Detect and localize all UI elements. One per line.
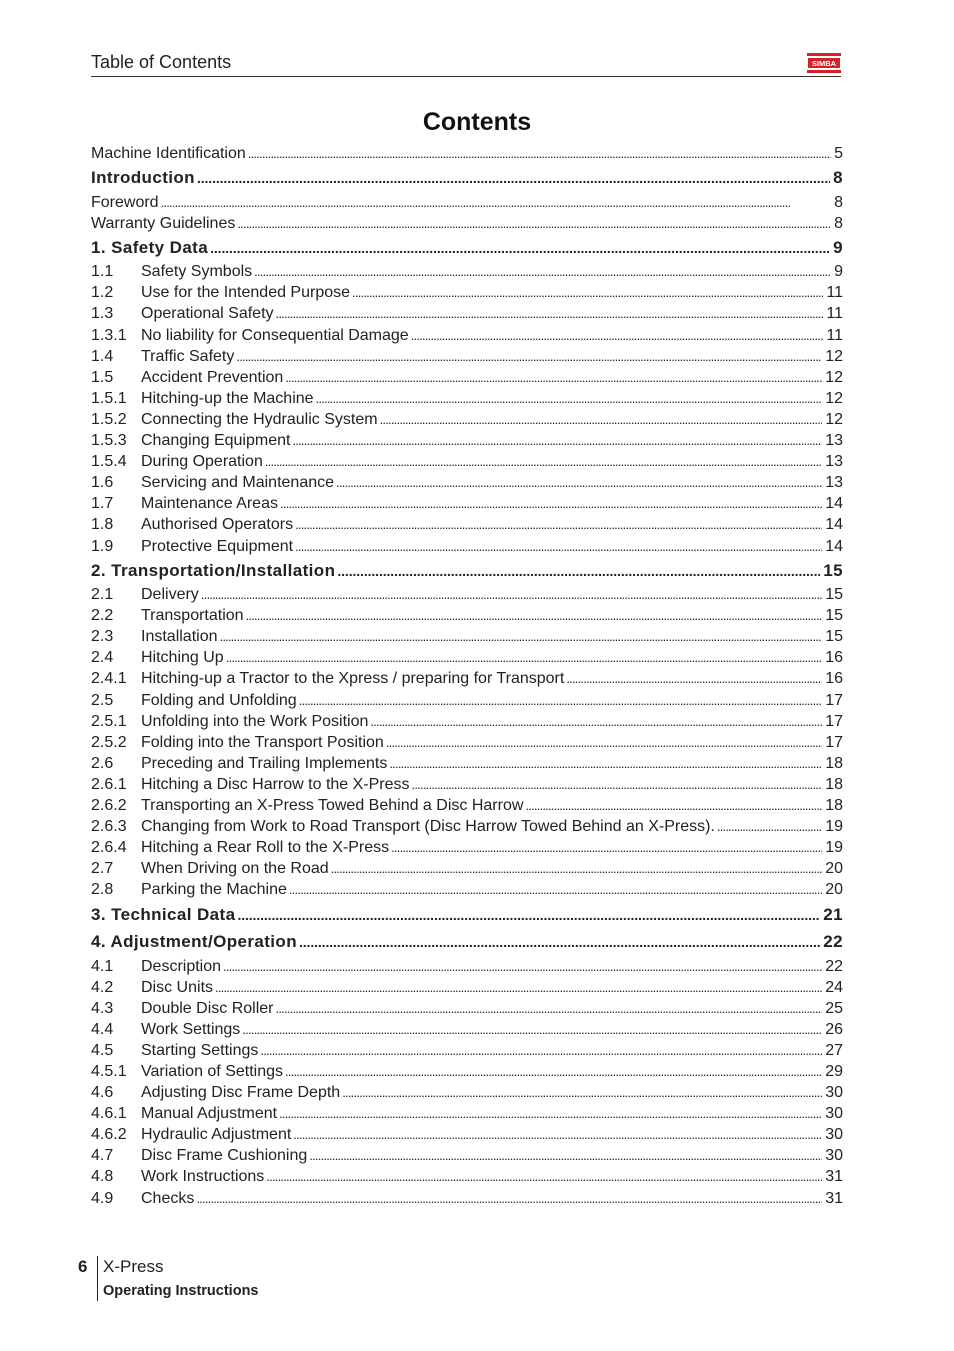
toc-entry[interactable] [91, 797, 843, 818]
toc-entry-number: 1.1 [91, 263, 114, 281]
dot-leader [285, 1063, 822, 1081]
toc-entry-page: 18 [825, 754, 843, 772]
toc-entry-page: 31 [825, 1189, 843, 1207]
dot-leader [280, 495, 822, 513]
toc-entry-page: 12 [825, 410, 843, 428]
dot-leader [337, 561, 820, 581]
toc-entry[interactable] [91, 1147, 843, 1168]
toc-entry-page: 17 [825, 733, 843, 751]
page-title: Contents [422, 108, 532, 136]
toc-entry-title: Preceding and Trailing Implements [141, 754, 388, 772]
toc-entry[interactable] [91, 369, 843, 390]
toc-entry-page: 16 [825, 649, 843, 667]
dot-leader [161, 194, 832, 212]
toc-entry-page: 22 [825, 957, 843, 975]
toc-entry-number: 1.3.1 [91, 326, 127, 344]
toc-entry-title: Hydraulic Adjustment [141, 1126, 292, 1144]
dot-leader [380, 411, 823, 429]
dot-leader [295, 538, 822, 556]
toc-entry-title: Changing Equipment [141, 432, 291, 450]
toc-entry-page: 30 [825, 1105, 843, 1123]
dot-leader [295, 516, 822, 534]
toc-entry-title: Checks [141, 1189, 195, 1207]
toc-entry-number: 1.5.3 [91, 432, 127, 450]
toc-entry-page: 20 [825, 860, 843, 878]
toc-entry-number: 1.7 [91, 495, 114, 513]
toc-entry-title: 4. Adjustment/Operation [91, 932, 297, 951]
toc-entry-title: Transportation [141, 607, 244, 625]
toc-entry-number: 2.5.1 [91, 712, 127, 730]
toc-entry-title: Hitching-up a Tractor to the Xpress / preparing for Transport [141, 670, 565, 688]
toc-entry[interactable] [91, 516, 843, 537]
toc-entry-number: 4.5.1 [91, 1062, 127, 1080]
toc-entry-title: Disc Frame Cushioning [141, 1147, 308, 1165]
toc-entry-title: Installation [141, 628, 218, 646]
toc-entry[interactable] [91, 586, 843, 607]
toc-entry-title: Authorised Operators [141, 516, 294, 534]
toc-entry-page: 15 [825, 607, 843, 625]
toc-entry-number: 1.5.4 [91, 453, 127, 471]
toc-entry-title: 2. Transportation/Installation [91, 560, 336, 580]
toc-entry-page: 9 [833, 237, 843, 257]
page-number: 6 [78, 1257, 88, 1276]
dot-leader [566, 670, 822, 688]
toc-entry-number: 2.6 [91, 754, 114, 772]
toc-entry-page: 27 [825, 1041, 843, 1059]
dot-leader [299, 932, 820, 952]
toc-entry[interactable] [91, 559, 843, 587]
toc-entry-page: 11 [826, 284, 843, 302]
dot-leader [237, 215, 831, 233]
dot-leader [293, 1126, 822, 1144]
toc-entry-number: 2.5 [91, 691, 114, 709]
dot-leader [717, 818, 822, 836]
toc-entry[interactable] [91, 860, 843, 881]
svg-text:SIMBA: SIMBA [811, 59, 837, 68]
toc-entry-title: Machine Identification [91, 145, 246, 162]
dot-leader [525, 797, 822, 815]
toc-entry-page: 20 [825, 881, 843, 899]
dot-leader [236, 348, 822, 366]
toc-entry[interactable] [91, 930, 843, 958]
toc-entry[interactable] [91, 284, 843, 305]
toc-entry[interactable] [91, 145, 843, 166]
toc-entry-page: 15 [825, 586, 843, 604]
toc-entry-page: 26 [825, 1020, 843, 1038]
toc-entry-number: 2.1 [91, 586, 114, 604]
toc-entry-page: 22 [823, 932, 843, 951]
dot-leader [285, 369, 822, 387]
toc-entry-title: Use for the Intended Purpose [141, 284, 351, 302]
toc-entry-title: Parking the Machine [141, 881, 287, 899]
simba-logo [807, 53, 841, 73]
toc-entry[interactable] [91, 1168, 843, 1189]
toc-entry[interactable] [91, 776, 843, 797]
footer-subtitle: Operating Instructions [103, 1283, 259, 1299]
toc-entry[interactable] [91, 839, 843, 860]
toc-entry-number: 2.4 [91, 649, 114, 667]
footer-product: X-Press [103, 1257, 164, 1276]
toc-entry[interactable] [91, 734, 843, 755]
dot-leader [389, 755, 822, 773]
toc-entry-number: 2.3 [91, 628, 114, 646]
dot-leader [331, 860, 823, 878]
toc-entry[interactable] [91, 263, 843, 284]
toc-entry-page: 17 [825, 691, 843, 709]
toc-entry-title: Adjusting Disc Frame Depth [141, 1084, 341, 1102]
toc-entry-page: 14 [825, 537, 843, 555]
dot-leader [391, 839, 822, 857]
toc-entry-number: 4.6.2 [91, 1126, 127, 1144]
toc-entry-number: 4.6.1 [91, 1105, 127, 1123]
toc-entry-number: 1.9 [91, 537, 114, 555]
toc-entry[interactable] [91, 649, 843, 670]
toc-entry-title: Transporting an X-Press Towed Behind a Disc Harrow [141, 797, 524, 815]
dot-leader [386, 734, 822, 752]
toc-entry-page: 18 [825, 797, 843, 815]
toc-entry-page: 24 [825, 978, 843, 996]
toc-entry-page: 11 [826, 326, 843, 344]
toc-entry-number: 2.7 [91, 860, 114, 878]
table-of-contents [91, 145, 843, 1211]
toc-entry-page: 30 [825, 1084, 843, 1102]
toc-entry[interactable] [91, 236, 843, 264]
toc-entry-number: 4.1 [91, 957, 114, 975]
toc-entry-page: 21 [823, 904, 843, 924]
toc-entry[interactable] [91, 903, 843, 931]
toc-entry-title: When Driving on the Road [141, 860, 329, 878]
toc-entry[interactable] [91, 327, 843, 348]
toc-entry-page: 12 [825, 389, 843, 407]
toc-entry-title: Folding and Unfolding [141, 691, 297, 709]
toc-entry-title: Work Settings [141, 1020, 241, 1038]
toc-entry-title: Delivery [141, 586, 199, 604]
toc-entry-page: 13 [825, 474, 843, 492]
toc-entry-number: 1.5.2 [91, 410, 127, 428]
toc-entry-title: Hitching a Disc Harrow to the X-Press [141, 775, 410, 793]
toc-entry-title: Safety Symbols [141, 263, 253, 281]
toc-entry-title: Traffic Safety [141, 347, 235, 365]
dot-leader [246, 607, 823, 625]
dot-leader [197, 168, 830, 188]
toc-entry-title: Variation of Settings [141, 1062, 284, 1080]
toc-entry-title: Changing from Work to Road Transport (Disc Harrow Towed Behind an X-Press). [141, 818, 715, 836]
toc-entry-title: Servicing and Maintenance [141, 474, 335, 492]
toc-entry[interactable] [91, 1042, 843, 1063]
toc-entry-page: 11 [826, 305, 843, 323]
toc-entry-number: 1.8 [91, 516, 114, 534]
dot-leader [215, 979, 822, 997]
dot-leader [265, 453, 822, 471]
dot-leader [309, 1147, 822, 1165]
toc-entry-page: 30 [825, 1126, 843, 1144]
toc-entry-number: 4.4 [91, 1020, 114, 1038]
toc-entry[interactable] [91, 979, 843, 1000]
dot-leader [223, 958, 822, 976]
dot-leader [276, 1000, 823, 1018]
toc-entry-title: Operational Safety [141, 305, 274, 323]
dot-leader [196, 1190, 822, 1208]
toc-entry-title: Double Disc Roller [141, 999, 274, 1017]
toc-entry-title: Hitching a Rear Roll to the X-Press [141, 839, 390, 857]
toc-entry-number: 4.8 [91, 1168, 114, 1186]
dot-leader [266, 1168, 822, 1186]
dot-leader [289, 881, 822, 899]
toc-entry[interactable] [91, 818, 843, 839]
header-title: Table of Contents [91, 52, 232, 72]
dot-leader [370, 713, 822, 731]
toc-entry-page: 8 [834, 193, 843, 211]
toc-entry[interactable] [91, 538, 843, 559]
toc-entry-number: 4.9 [91, 1189, 114, 1207]
toc-entry[interactable] [91, 1190, 843, 1211]
toc-entry-title: 3. Technical Data [91, 904, 236, 924]
toc-entry-page: 19 [825, 818, 843, 836]
toc-entry-page: 8 [834, 214, 843, 232]
toc-entry-title: No liability for Consequential Damage [141, 326, 409, 344]
toc-entry-title: During Operation [141, 453, 263, 471]
toc-entry-page: 16 [825, 670, 843, 688]
toc-entry[interactable] [91, 194, 843, 215]
toc-entry[interactable] [91, 305, 843, 326]
dot-leader [316, 390, 823, 408]
toc-entry-title: Protective Equipment [141, 537, 294, 555]
toc-entry-page: 18 [825, 775, 843, 793]
toc-entry-number: 2.6.4 [91, 839, 127, 857]
toc-entry-title: Unfolding into the Work Position [141, 712, 369, 730]
toc-entry-title: Folding into the Transport Position [141, 733, 384, 751]
toc-entry[interactable] [91, 411, 843, 432]
dot-leader [237, 905, 820, 925]
toc-entry-title: Manual Adjustment [141, 1105, 278, 1123]
toc-entry-number: 2.6.2 [91, 797, 127, 815]
toc-entry-title: Hitching Up [141, 649, 224, 667]
dot-leader [411, 327, 824, 345]
toc-entry-title: Introduction [91, 168, 195, 188]
dot-leader [342, 1084, 822, 1102]
toc-entry-page: 8 [833, 168, 843, 188]
toc-entry-page: 17 [825, 712, 843, 730]
toc-entry-page: 9 [834, 263, 843, 281]
toc-entry[interactable] [91, 670, 843, 691]
toc-entry-number: 4.7 [91, 1147, 114, 1165]
toc-entry-number: 1.5.1 [91, 389, 127, 407]
toc-entry[interactable] [91, 1063, 843, 1084]
toc-entry-number: 2.2 [91, 607, 114, 625]
toc-entry-number: 2.6.3 [91, 818, 127, 836]
dot-leader [352, 284, 823, 302]
toc-entry[interactable] [91, 958, 843, 979]
toc-entry-number: 4.3 [91, 999, 114, 1017]
page-header [91, 50, 841, 77]
toc-entry-number: 1.5 [91, 368, 114, 386]
toc-entry[interactable] [91, 453, 843, 474]
toc-entry[interactable] [91, 692, 843, 713]
dot-leader [220, 628, 823, 646]
toc-entry[interactable] [91, 1000, 843, 1021]
toc-entry[interactable] [91, 166, 843, 194]
toc-entry-number: 1.2 [91, 284, 114, 302]
dot-leader [242, 1021, 822, 1039]
toc-entry-number: 4.2 [91, 978, 114, 996]
toc-entry[interactable] [91, 607, 843, 628]
toc-entry[interactable] [91, 1126, 843, 1147]
toc-entry-page: 25 [825, 999, 843, 1017]
toc-entry-number: 4.6 [91, 1084, 114, 1102]
toc-entry-page: 14 [825, 516, 843, 534]
toc-entry[interactable] [91, 215, 843, 236]
dot-leader [201, 586, 822, 604]
toc-entry-number: 1.6 [91, 474, 114, 492]
toc-entry-page: 15 [823, 560, 843, 580]
toc-entry[interactable] [91, 628, 843, 649]
dot-leader [299, 692, 823, 710]
toc-entry[interactable] [91, 390, 843, 411]
toc-entry-number: 1.4 [91, 347, 114, 365]
toc-entry[interactable] [91, 713, 843, 734]
toc-entry[interactable] [91, 1084, 843, 1105]
toc-entry[interactable] [91, 1105, 843, 1126]
toc-entry-number: 4.5 [91, 1041, 114, 1059]
dot-leader [279, 1105, 822, 1123]
toc-entry-number: 2.8 [91, 881, 114, 899]
toc-entry-title: Foreword [91, 193, 159, 211]
toc-entry-page: 13 [825, 453, 843, 471]
toc-entry-title: Disc Units [141, 978, 214, 996]
toc-entry[interactable] [91, 432, 843, 453]
toc-entry-page: 30 [825, 1147, 843, 1165]
toc-entry-page: 5 [834, 145, 843, 162]
toc-entry[interactable] [91, 474, 843, 495]
dot-leader [210, 238, 830, 258]
toc-entry-title: Connecting the Hydraulic System [141, 410, 378, 428]
toc-entry[interactable] [91, 755, 843, 776]
toc-entry-title: Hitching-up the Machine [141, 389, 314, 407]
toc-entry-page: 15 [825, 628, 843, 646]
toc-entry-title: Work Instructions [141, 1168, 265, 1186]
dot-leader [336, 474, 822, 492]
toc-entry-title: Description [141, 957, 222, 975]
toc-entry-title: Warranty Guidelines [91, 214, 236, 232]
toc-entry-page: 12 [825, 368, 843, 386]
toc-entry[interactable] [91, 1021, 843, 1042]
dot-leader [254, 263, 831, 281]
toc-entry[interactable] [91, 881, 843, 902]
toc-entry-page: 19 [825, 839, 843, 857]
toc-entry-page: 14 [825, 495, 843, 513]
toc-entry-page: 29 [825, 1062, 843, 1080]
toc-entry[interactable] [91, 495, 843, 516]
dot-leader [248, 145, 831, 163]
toc-entry-title: Starting Settings [141, 1041, 259, 1059]
toc-entry-number: 2.4.1 [91, 670, 127, 688]
toc-entry-title: Maintenance Areas [141, 495, 278, 513]
dot-leader [412, 776, 823, 794]
toc-entry-title: 1. Safety Data [91, 237, 209, 257]
toc-entry[interactable] [91, 348, 843, 369]
toc-entry-page: 31 [825, 1168, 843, 1186]
dot-leader [276, 305, 824, 323]
toc-entry-number: 2.5.2 [91, 733, 127, 751]
dot-leader [226, 649, 823, 667]
dot-leader [260, 1042, 822, 1060]
toc-entry-title: Accident Prevention [141, 368, 284, 386]
toc-entry-page: 12 [825, 347, 843, 365]
toc-entry-number: 1.3 [91, 305, 114, 323]
toc-entry-number: 2.6.1 [91, 775, 127, 793]
dot-leader [292, 432, 822, 450]
footer-divider [97, 1256, 98, 1301]
toc-entry-page: 13 [825, 432, 843, 450]
